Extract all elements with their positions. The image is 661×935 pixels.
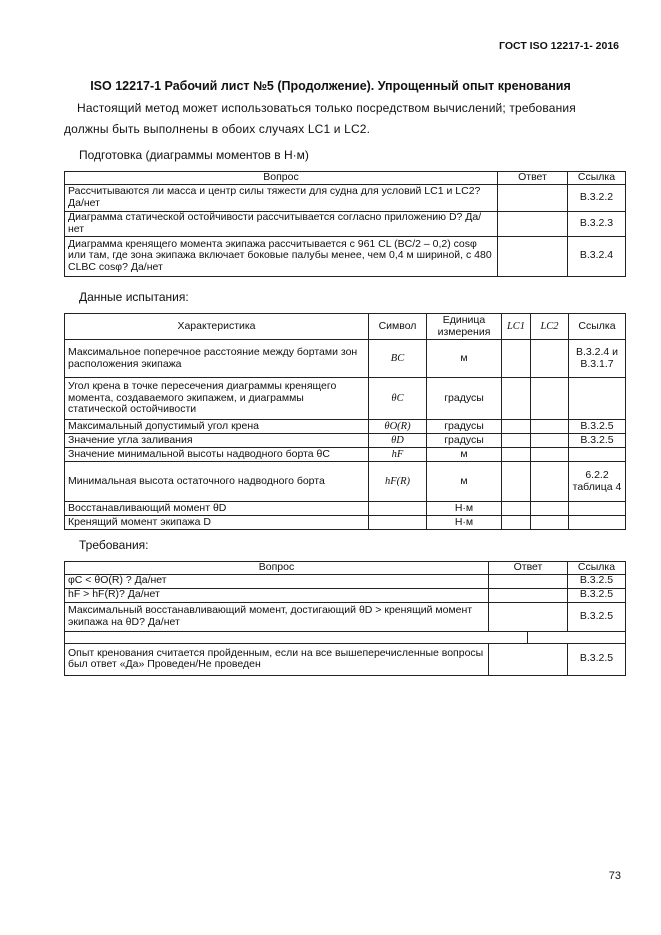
characteristic-cell: Значение угла заливания	[65, 434, 369, 448]
col-header-lc2: LC2	[531, 314, 569, 340]
lc2-cell[interactable]	[531, 340, 569, 378]
preparation-table	[64, 171, 626, 277]
symbol-cell: θD	[369, 434, 427, 448]
symbol-cell	[369, 516, 427, 530]
ref-cell	[569, 378, 626, 420]
table-row	[65, 378, 626, 420]
unit-cell: градусы	[427, 420, 502, 434]
ref-cell	[569, 502, 626, 516]
col-header-lc1: LC1	[502, 314, 531, 340]
section-test-data-label: Данные испытания:	[79, 290, 189, 304]
section-requirements-label: Требования:	[79, 538, 149, 552]
requirements-table	[64, 561, 626, 676]
question-cell: hF > hF(R)? Да/нет	[65, 588, 489, 602]
lc2-cell[interactable]	[531, 434, 569, 448]
col-header-question: Вопрос	[65, 562, 489, 575]
table-row	[65, 420, 626, 434]
characteristic-cell: Угол крена в точке пересечения диаграммы кренящего момента, создаваемого экипажем, и диаграммы статической остойчивости	[65, 378, 369, 420]
symbol-cell: hF(R)	[369, 462, 427, 502]
lc1-cell[interactable]	[502, 378, 531, 420]
lc2-cell[interactable]	[531, 516, 569, 530]
answer-cell[interactable]	[498, 211, 568, 236]
characteristic-cell: Значение минимальной высоты надводного борта θC	[65, 448, 369, 462]
lc2-cell[interactable]	[531, 462, 569, 502]
characteristic-cell: Кренящий момент экипажа D	[65, 516, 369, 530]
symbol-cell: θO(R)	[369, 420, 427, 434]
answer-cell[interactable]	[489, 643, 568, 675]
col-header-unit: Единица измерения	[427, 314, 502, 340]
unit-cell: градусы	[427, 434, 502, 448]
table-row	[65, 462, 626, 502]
characteristic-cell: Восстанавливающий момент θD	[65, 502, 369, 516]
ref-cell	[569, 516, 626, 530]
col-header-characteristic: Характеристика	[65, 314, 369, 340]
table-row	[65, 448, 626, 462]
section-preparation-label: Подготовка (диаграммы моментов в Н·м)	[79, 148, 309, 162]
document-header: ГОСТ ISO 12217-1- 2016	[499, 40, 619, 52]
symbol-cell: hF	[369, 448, 427, 462]
table-row	[65, 236, 626, 276]
col-header-answer: Ответ	[489, 562, 568, 575]
intro-line-1: Настоящий метод может использоваться только посредством вычислений; требования	[77, 101, 576, 115]
answer-cell[interactable]	[489, 574, 568, 588]
ref-cell: B.3.2.5	[569, 420, 626, 434]
intro-line-2: должны быть выполнены в обоих случаях LC1 и LC2.	[64, 122, 371, 136]
ref-cell: B.3.2.5	[569, 434, 626, 448]
table-row	[65, 502, 626, 516]
col-header-ref: Ссылка	[568, 562, 626, 575]
lc1-cell[interactable]	[502, 462, 531, 502]
lc1-cell[interactable]	[502, 434, 531, 448]
lc2-cell[interactable]	[531, 420, 569, 434]
table-row	[65, 574, 626, 588]
characteristic-cell: Максимальное поперечное расстояние между бортами зон расположения экипажа	[65, 340, 369, 378]
page-number: 73	[608, 870, 621, 882]
table-row	[65, 588, 626, 602]
intro-paragraph	[64, 98, 624, 140]
lc2-cell[interactable]	[531, 502, 569, 516]
characteristic-cell: Максимальный допустимый угол крена	[65, 420, 369, 434]
answer-cell[interactable]	[489, 588, 568, 602]
table-row	[65, 340, 626, 378]
symbol-cell: BC	[369, 340, 427, 378]
lc2-cell[interactable]	[531, 378, 569, 420]
col-header-answer: Ответ	[498, 172, 568, 185]
answer-cell[interactable]	[498, 184, 568, 211]
ref-cell: B.3.2.4 и B.3.1.7	[569, 340, 626, 378]
ref-cell: B.3.2.5	[568, 588, 626, 602]
question-cell: Максимальный восстанавливающий момент, достигающий θD > кренящий момент экипажа на θD? Да/нет	[65, 602, 489, 631]
symbol-cell	[369, 502, 427, 516]
table-row	[65, 516, 626, 530]
question-cell	[65, 631, 528, 643]
answer-cell[interactable]	[528, 631, 626, 643]
lc1-cell[interactable]	[502, 340, 531, 378]
table-row	[65, 602, 626, 631]
unit-cell: м	[427, 462, 502, 502]
lc1-cell[interactable]	[502, 420, 531, 434]
question-cell: Диаграмма статической остойчивости рассчитывается согласно приложению D? Да/нет	[65, 211, 498, 236]
ref-cell: B.3.2.4	[568, 236, 626, 276]
col-header-question: Вопрос	[65, 172, 498, 185]
ref-cell: B.3.2.5	[568, 574, 626, 588]
characteristic-cell: Минимальная высота остаточного надводного борта	[65, 462, 369, 502]
ref-cell: B.3.2.3	[568, 211, 626, 236]
col-header-symbol: Символ	[369, 314, 427, 340]
ref-cell: 6.2.2 таблица 4	[569, 462, 626, 502]
unit-cell: м	[427, 448, 502, 462]
lc1-cell[interactable]	[502, 448, 531, 462]
table-row	[65, 434, 626, 448]
unit-cell: Н·м	[427, 516, 502, 530]
page-title: ISO 12217-1 Рабочий лист №5 (Продолжение). Упрощенный опыт кренования	[90, 79, 571, 93]
lc2-cell[interactable]	[531, 448, 569, 462]
table-row	[65, 184, 626, 211]
ref-cell	[569, 448, 626, 462]
answer-cell[interactable]	[498, 236, 568, 276]
answer-cell[interactable]	[489, 602, 568, 631]
ref-cell: B.3.2.5	[568, 643, 626, 675]
unit-cell: Н·м	[427, 502, 502, 516]
col-header-ref: Ссылка	[569, 314, 626, 340]
lc1-cell[interactable]	[502, 516, 531, 530]
ref-cell: B.3.2.2	[568, 184, 626, 211]
unit-cell: градусы	[427, 378, 502, 420]
col-header-ref: Ссылка	[568, 172, 626, 185]
ref-cell: B.3.2.5	[568, 602, 626, 631]
table-row	[65, 631, 626, 643]
symbol-cell: θC	[369, 378, 427, 420]
unit-cell: м	[427, 340, 502, 378]
question-cell: Диаграмма кренящего момента экипажа рассчитывается с 961 CL (BC/2 – 0,2) cosφ или там, где зона экипажа включает боковые палубы менее, чем 0,4 м шириной, с 480 CLBC cosφ? Да/нет	[65, 236, 498, 276]
table-row	[65, 643, 626, 675]
question-cell: Рассчитываются ли масса и центр силы тяжести для судна для условий LC1 и LC2? Да/нет	[65, 184, 498, 211]
question-cell: Опыт кренования считается пройденным, если на все вышеперечисленные вопросы был ответ «Да» Проведен/Не проведен	[65, 643, 489, 675]
lc1-cell[interactable]	[502, 502, 531, 516]
question-cell: φC < θO(R) ? Да/нет	[65, 574, 489, 588]
table-row	[65, 211, 626, 236]
test-data-table	[64, 313, 626, 530]
